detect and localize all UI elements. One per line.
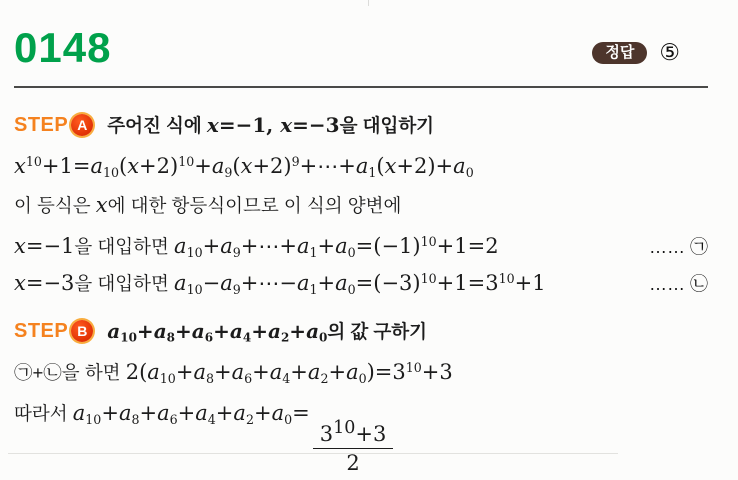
answer-area: [592, 41, 708, 70]
text-identity-note: 이 등식은 x에 대한 항등식이므로 이 식의 양변에: [14, 193, 402, 217]
header: [14, 0, 708, 70]
equation-label-gieok: …… ㉠: [648, 237, 708, 257]
step-a-title: 주어진 식에 x=−1, x=−3을 대입하기: [107, 113, 435, 137]
step-b-label: STEP: [14, 319, 69, 342]
equation-identity: $x^{10}+1=a_{10}(x+2)^{10}+a_9(x+2)^9+\cdots+a_1(x+2)+a_0$: [14, 154, 474, 180]
bottom-divider: [8, 453, 618, 454]
equation-substitute-minus3: [14, 267, 708, 300]
equation-substitute-minus1: [14, 230, 708, 263]
step-b-title: $a_{10}+a_8+a_6+a_4+a_2+a_0$의 값 구하기: [107, 319, 428, 345]
step-b-heading: [14, 318, 708, 344]
equation-final-result: 따라서 $a_{10}+a_8+a_6+a_4+a_2+a_0=$ $\frac{3^{10}+3}{2}$: [14, 397, 708, 477]
step-b-circle-icon: B: [71, 320, 93, 342]
equation-substitute-minus3-body: x=−3을 대입하면 $a_{10}-a_9+\cdots-a_1+a_0=(-3)^{10}+1=3^{10}+1$: [14, 271, 546, 297]
step-a-label: STEP: [14, 113, 69, 136]
fraction: $\frac{3^{10}+3}{2}$: [313, 418, 394, 477]
equation-sum-identities: ㉠+㉡을 하면 $2(a_{10}+a_8+a_6+a_4+a_2+a_0)=3^{10}+3$: [14, 360, 453, 386]
problem-number: 0148: [14, 24, 112, 71]
page-top-tick: [368, 0, 369, 6]
step-a-circle-icon: A: [71, 114, 93, 136]
equation-substitute-minus1-body: x=−1을 대입하면 $a_{10}+a_9+\cdots+a_1+a_0=(-1)^{10}+1=2$: [14, 234, 499, 260]
equation-label-nieun: …… ㉡: [648, 274, 708, 294]
step-a-heading: [14, 112, 708, 138]
header-divider: [14, 86, 708, 88]
answer-choice-value: ⑤: [659, 39, 680, 65]
answer-badge: 정답: [592, 42, 647, 64]
